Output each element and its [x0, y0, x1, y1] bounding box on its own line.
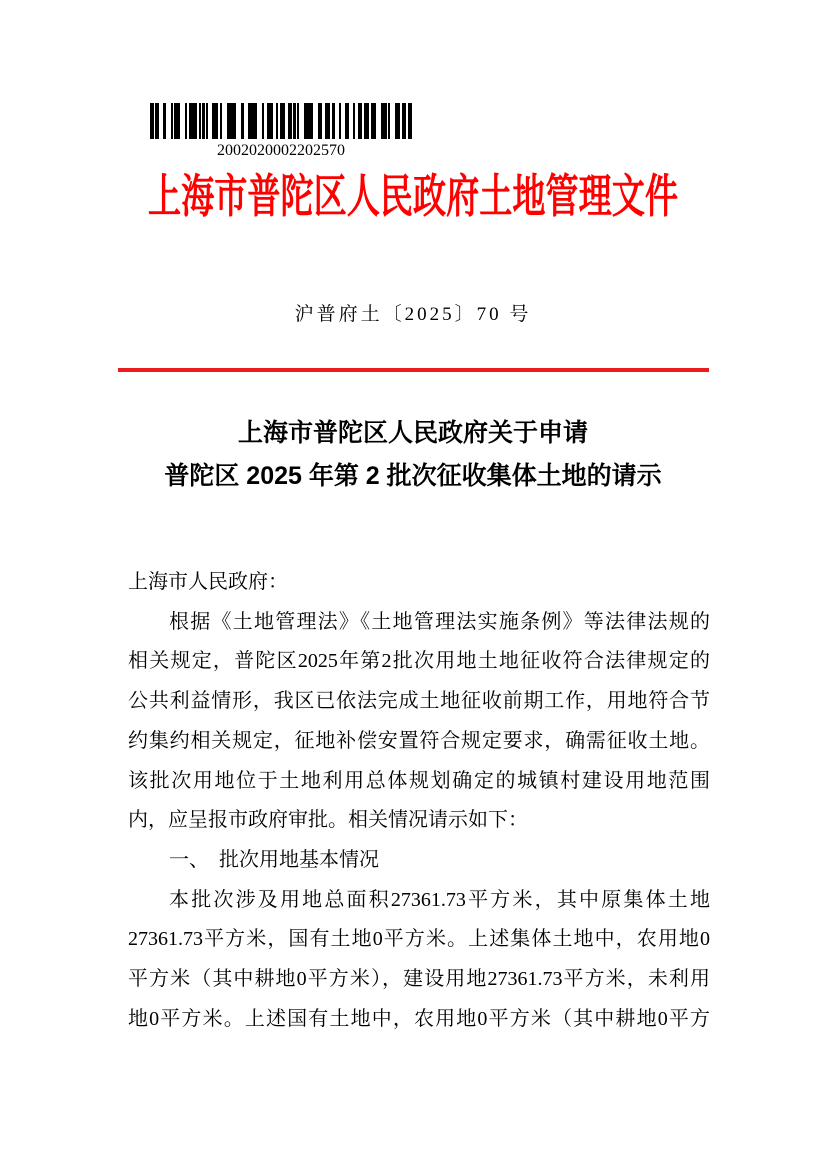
body-line: 相关规定，普陀区2025年第2批次用地土地征收符合法律规定的: [128, 650, 710, 673]
barcode-image: [150, 103, 412, 139]
document-title: [0, 412, 826, 498]
document-reference-number: 沪普府土〔2025〕70 号: [294, 304, 532, 325]
body-line: 约集约相关规定，征地补偿安置符合规定要求，确需征收土地。: [128, 729, 710, 752]
barcode-number: 2002020002202570: [217, 142, 345, 159]
document-title-line2: 普陀区 2025 年第 2 批次征收集体土地的请示: [164, 462, 662, 490]
body-line: 本批次涉及用地总面积27361.73平方米，其中原集体土地: [169, 888, 710, 911]
body-line-section-heading: 一、 批次用地基本情况: [169, 848, 379, 871]
body-line: 27361.73平方米，国有土地0平方米。上述集体土地中，农用地0: [128, 928, 710, 951]
document-body: [128, 563, 710, 1039]
document-title-line1: 上海市普陀区人民政府关于申请: [237, 419, 588, 447]
body-line: 平方米（其中耕地0平方米），建设用地27361.73平方米，未利用: [128, 968, 710, 991]
barcode-block: [150, 103, 412, 160]
letterhead-title: 上海市普陀区人民政府土地管理文件: [148, 171, 678, 222]
body-line-salutation: 上海市人民政府：: [128, 571, 288, 593]
body-line: 该批次用地位于土地利用总体规划确定的城镇村建设用地范围: [128, 769, 710, 792]
body-line: 内，应呈报市政府审批。相关情况请示如下：: [128, 809, 528, 832]
body-line: 根据《土地管理法》《土地管理法实施条例》等法律法规的: [169, 610, 710, 633]
body-line: 地0平方米。上述国有土地中，农用地0平方米（其中耕地0平方: [128, 1007, 710, 1030]
body-line: 公共利益情形，我区已依法完成土地征收前期工作，用地符合节: [128, 690, 710, 713]
red-divider-line: [118, 368, 709, 372]
